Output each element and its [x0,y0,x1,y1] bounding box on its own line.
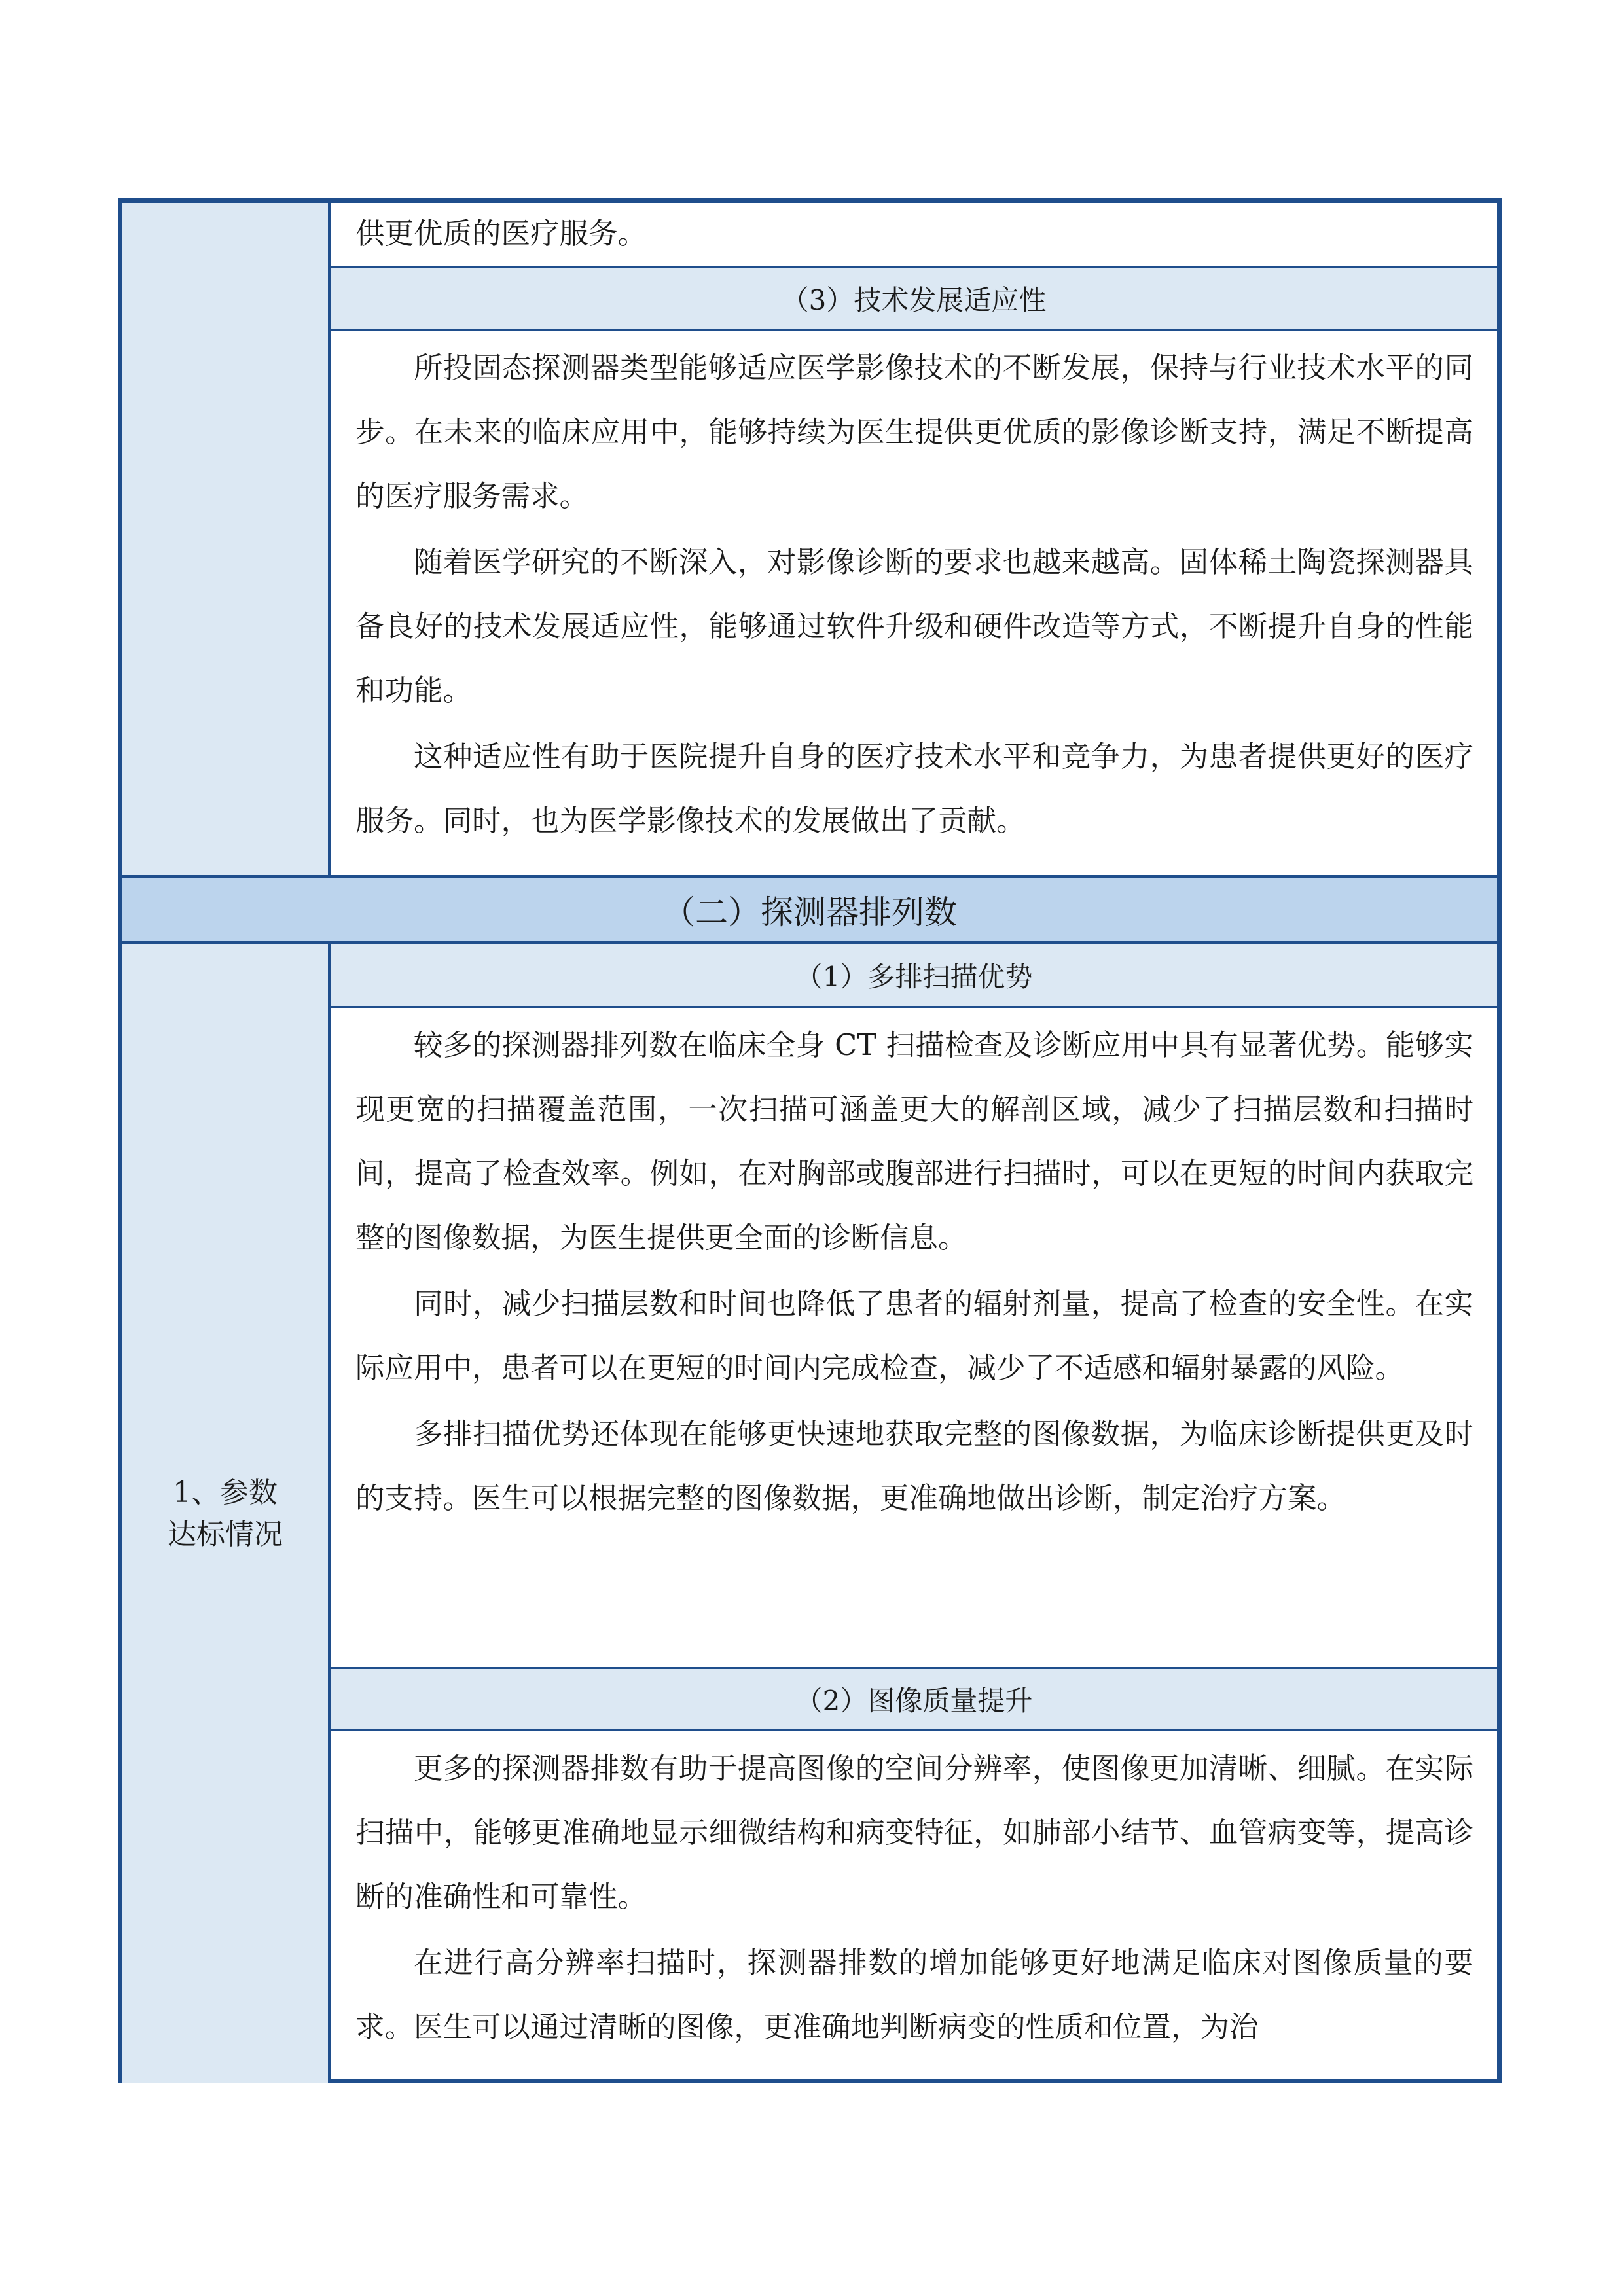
continuation-cell [331,203,1497,266]
left-column-cell-top [122,203,331,875]
continuation-text: 供更优质的医疗服务。 [355,217,647,251]
image-quality-title: （2）图像质量提升 [795,1685,1033,1717]
section-title: （二）探测器排列数 [662,893,957,931]
tech-adaptability-title: （3）技术发展适应性 [781,284,1047,316]
paragraph: 随着医学研究的不断深入，对影像诊断的要求也越来越高。固体稀土陶瓷探测器具备良好的技术发展适应性，能够通过软件升级和硬件改造等方式，不断提升自身的性能和功能。 [355,546,1473,708]
paragraph: 更多的探测器排数有助于提高图像的空间分辨率，使图像更加清晰、细腻。在实际扫描中，能够更准确地显示细微结构和病变特征，如肺部小结节、血管病变等，提高诊断的准确性和可靠性。 [355,1752,1473,1914]
row-label-cell [122,944,331,2083]
multi-scan-body [331,1010,1497,1667]
multi-scan-header [331,944,1497,1008]
multi-scan-title: （1）多排扫描优势 [795,960,1033,993]
tech-adaptability-header [331,266,1497,331]
paragraph: 同时，减少扫描层数和时间也降低了患者的辐射剂量，提高了检查的安全性。在实际应用中，患者可以在更短的时间内完成检查，减少了不适感和辐射暴露的风险。 [355,1287,1473,1385]
paragraph: 这种适应性有助于医院提升自身的医疗技术水平和竞争力，为患者提供更好的医疗服务。同时，也为医学影像技术的发展做出了贡献。 [355,740,1473,838]
paragraph: 在进行高分辨率扫描时，探测器排数的增加能够更好地满足临床对图像质量的要求。医生可以通过清晰的图像，更准确地判断病变的性质和位置，为治 [355,1946,1473,2044]
parameter-table [118,198,1502,2083]
image-quality-body [331,1733,1497,2083]
image-quality-header [331,1667,1497,1731]
row-label: 1、参数达标情况 [168,1475,283,1551]
tech-adaptability-body [331,332,1497,873]
paragraph: 较多的探测器排列数在临床全身 CT 扫描检查及诊断应用中具有显著优势。能够实现更宽的扫描覆盖范围，一次扫描可涵盖更大的解剖区域，减少了扫描层数和扫描时间，提高了检查效率。例如，在对胸部或腹部进行扫描时，可以在更短的时间内获取完整的图像数据，为医生提供更全面的诊断信息。 [355,1029,1473,1255]
paragraph: 多排扫描优势还体现在能够更快速地获取完整的图像数据，为临床诊断提供更及时的支持。医生可以根据完整的图像数据，更准确地做出诊断，制定治疗方案。 [355,1418,1473,1515]
paragraph: 所投固态探测器类型能够适应医学影像技术的不断发展，保持与行业技术水平的同步。在未来的临床应用中，能够持续为医生提供更优质的影像诊断支持，满足不断提高的医疗服务需求。 [355,351,1473,513]
section-header [122,875,1497,944]
